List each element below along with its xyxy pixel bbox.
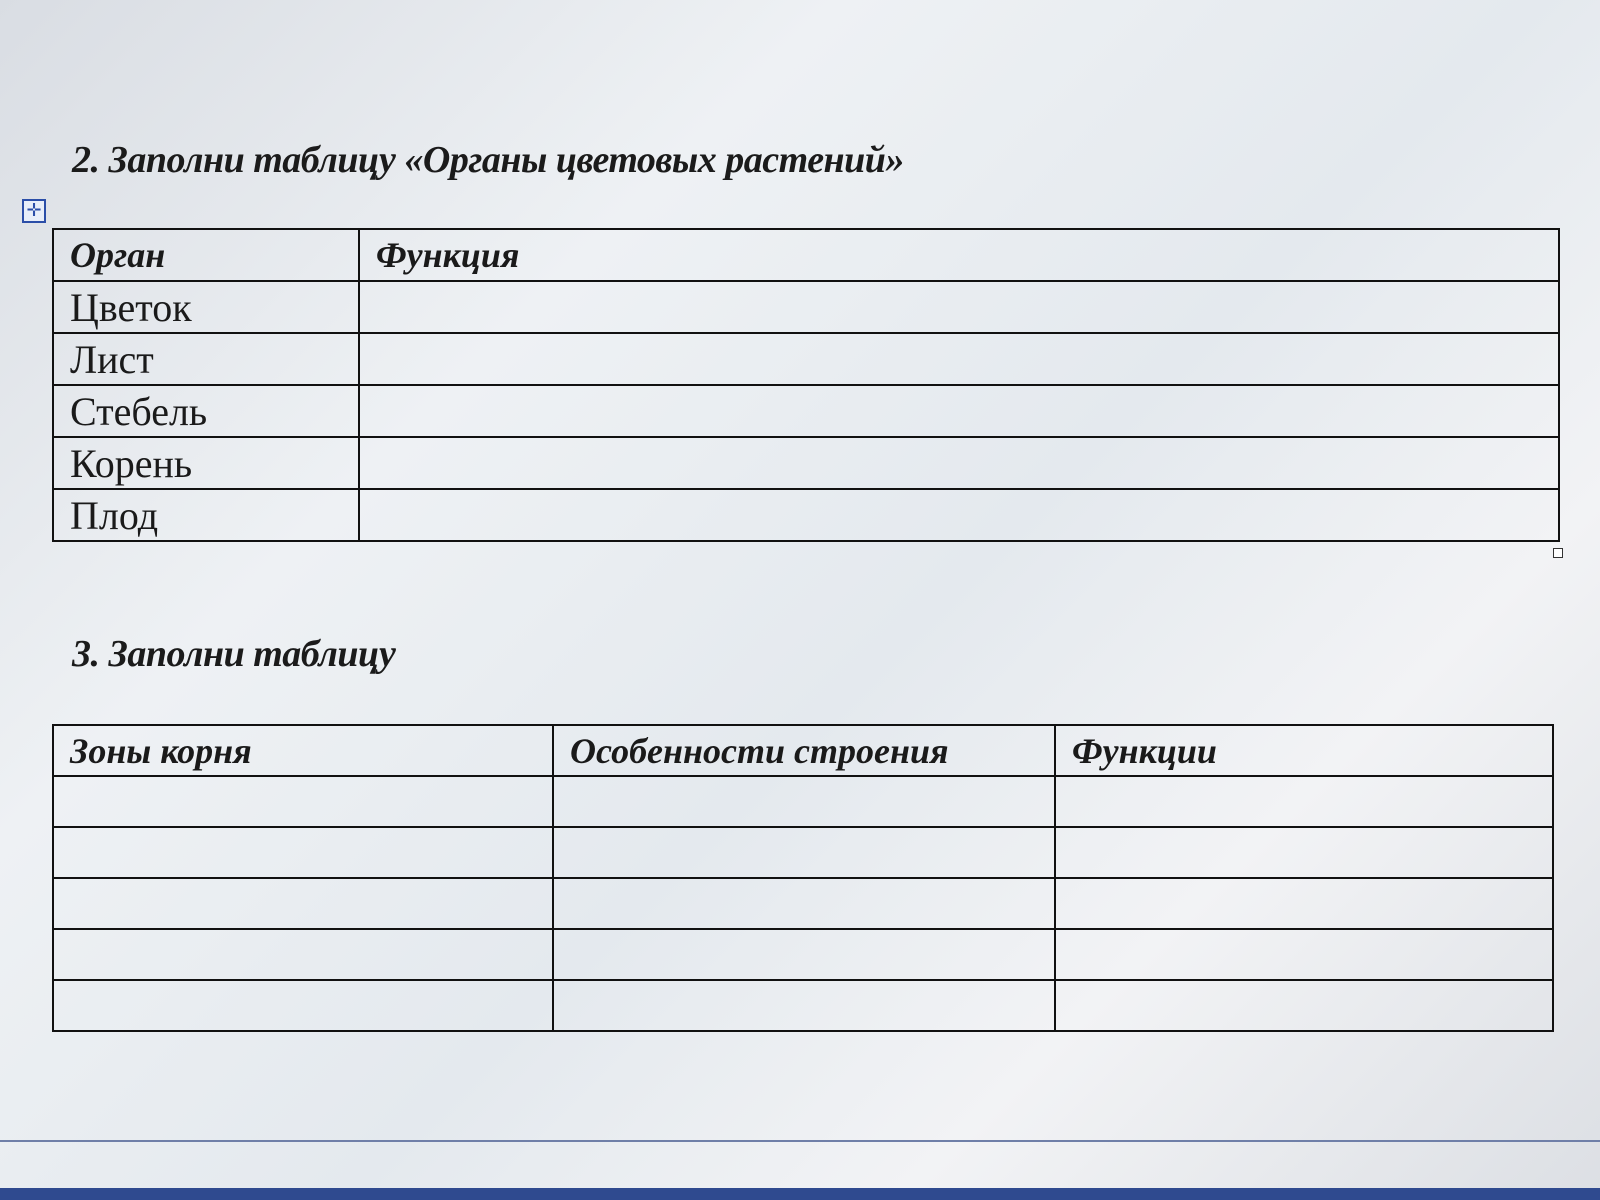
resize-square-icon[interactable]: [1553, 548, 1563, 558]
structure-cell[interactable]: [553, 980, 1055, 1031]
structure-cell[interactable]: [553, 827, 1055, 878]
root-zones-table: [52, 724, 1554, 1032]
root-zone-cell[interactable]: [53, 878, 553, 929]
root-zone-cell[interactable]: [53, 827, 553, 878]
move-cross-icon[interactable]: ✛: [22, 199, 46, 223]
table-header-row: [53, 725, 1553, 776]
function-cell[interactable]: [359, 333, 1559, 385]
column-header-functions[interactable]: Функции: [1055, 725, 1553, 776]
structure-cell[interactable]: [553, 776, 1055, 827]
taskbar-strip: [0, 1188, 1600, 1200]
previous-section-text-cut: [60, 0, 1260, 10]
page-bottom-divider: [0, 1140, 1600, 1142]
column-header-structure[interactable]: Особенности строения: [553, 725, 1055, 776]
organ-cell[interactable]: Корень: [53, 437, 359, 489]
root-zone-cell[interactable]: [53, 980, 553, 1031]
functions-cell[interactable]: [1055, 827, 1553, 878]
root-zone-cell[interactable]: [53, 929, 553, 980]
table-row: [53, 385, 1559, 437]
structure-cell[interactable]: [553, 878, 1055, 929]
column-header-function[interactable]: Функция: [359, 229, 1559, 281]
table-row: [53, 980, 1553, 1031]
table-row: [53, 281, 1559, 333]
table-row: [53, 827, 1553, 878]
organs-table: [52, 228, 1560, 542]
section-2-heading: 2. Заполни таблицу «Органы цветовых растений»: [72, 139, 904, 181]
organ-cell[interactable]: Цветок: [53, 281, 359, 333]
functions-cell[interactable]: [1055, 929, 1553, 980]
function-cell[interactable]: [359, 489, 1559, 541]
root-zone-cell[interactable]: [53, 776, 553, 827]
table-row: [53, 489, 1559, 541]
organ-cell[interactable]: Стебель: [53, 385, 359, 437]
function-cell[interactable]: [359, 437, 1559, 489]
table-row: [53, 929, 1553, 980]
table-row: [53, 776, 1553, 827]
functions-cell[interactable]: [1055, 878, 1553, 929]
function-cell[interactable]: [359, 385, 1559, 437]
organ-cell[interactable]: Плод: [53, 489, 359, 541]
table-row: [53, 333, 1559, 385]
column-header-root-zones[interactable]: Зоны корня: [53, 725, 553, 776]
table-row: [53, 437, 1559, 489]
functions-cell[interactable]: [1055, 980, 1553, 1031]
table-row: [53, 878, 1553, 929]
organ-cell[interactable]: Лист: [53, 333, 359, 385]
functions-cell[interactable]: [1055, 776, 1553, 827]
column-header-organ[interactable]: Орган: [53, 229, 359, 281]
function-cell[interactable]: [359, 281, 1559, 333]
table-header-row: [53, 229, 1559, 281]
structure-cell[interactable]: [553, 929, 1055, 980]
section-3-heading: 3. Заполни таблицу: [72, 633, 396, 675]
